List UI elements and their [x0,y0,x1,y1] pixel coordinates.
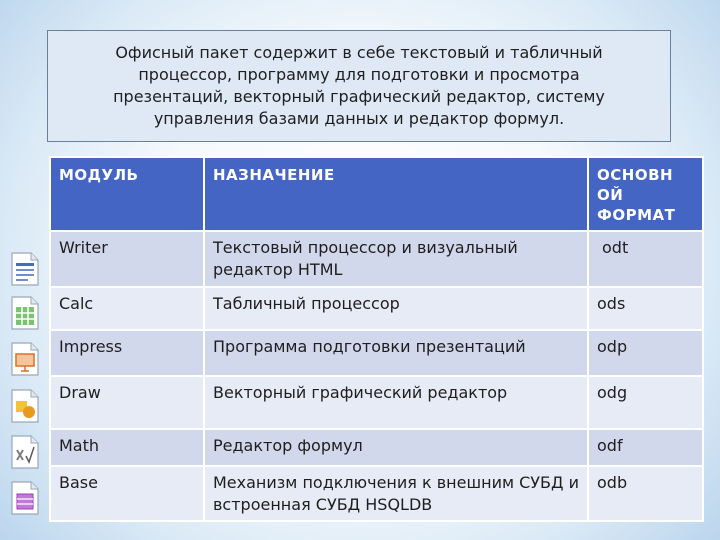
purpose-cell: Программа подготовки презентаций [204,330,588,376]
table-row [50,231,703,287]
draw-icon [10,388,40,424]
base-icon [10,480,40,516]
purpose-cell: Текстовый процессор и визуальный редактор HTML [204,231,588,287]
module-cell: Impress [50,330,204,376]
table-row [50,287,703,330]
table-row [50,330,703,376]
format-cell: odb [588,466,703,521]
module-cell: Calc [50,287,204,330]
intro-text: Офисный пакет содержит в себе текстовый и табличный процессор, программу для подготовки и просмотра презентаций, векторный графический редактор, систему управления базами данных и редактор формул. [113,43,605,128]
impress-icon [10,341,40,377]
header-module: МОДУЛЬ [50,157,204,231]
format-cell: odf [588,429,703,466]
format-cell: odg [588,376,703,429]
purpose-cell: Векторный графический редактор [204,376,588,429]
module-cell: Writer [50,231,204,287]
math-icon [10,434,40,470]
module-cell: Base [50,466,204,521]
format-cell: odp [588,330,703,376]
header-format: ОСНОВН ОЙ ФОРМАТ [588,157,703,231]
table-row [50,376,703,429]
writer-icon [10,251,40,287]
purpose-cell: Табличный процессор [204,287,588,330]
module-cell: Draw [50,376,204,429]
format-cell: ods [588,287,703,330]
header-purpose: НАЗНАЧЕНИЕ [204,157,588,231]
module-cell: Math [50,429,204,466]
purpose-cell: Редактор формул [204,429,588,466]
table-row [50,466,703,521]
table-header-row [50,157,703,231]
modules-table [49,156,704,522]
calc-icon [10,295,40,331]
format-cell: odt [588,231,703,287]
intro-text-box [47,30,671,142]
purpose-cell: Механизм подключения к внешним СУБД и встроенная СУБД HSQLDB [204,466,588,521]
app-icons-column [10,251,40,531]
table-row [50,429,703,466]
